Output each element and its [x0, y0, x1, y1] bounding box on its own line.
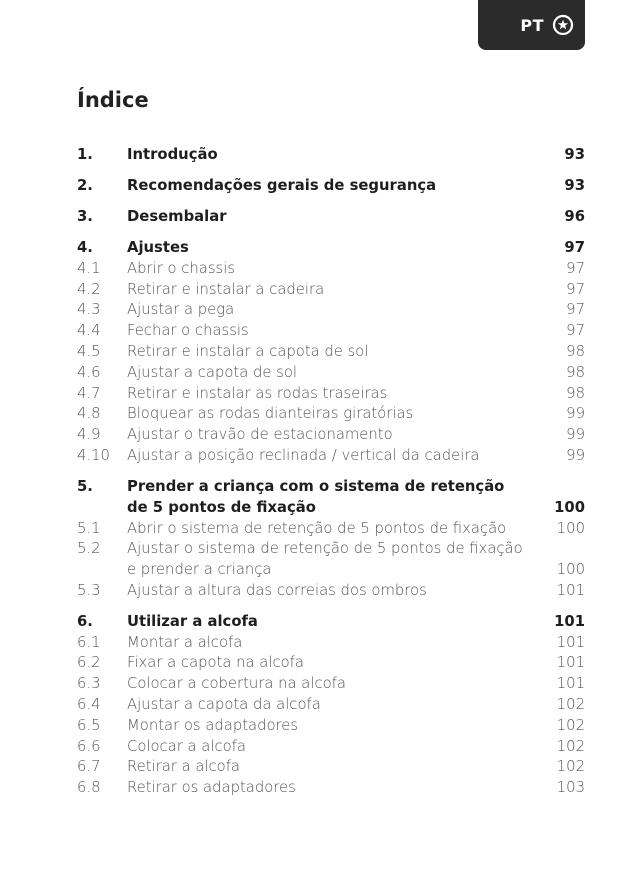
toc-title: Colocar a cobertura na alcofa [127, 675, 346, 693]
toc-item-5-2-continued[interactable] [77, 560, 585, 581]
toc-number: 4. [77, 238, 93, 256]
toc-page: 97 [566, 322, 585, 340]
toc-page: 97 [564, 238, 585, 256]
toc-number: 5.1 [77, 519, 101, 537]
toc-title: Colocar a alcofa [127, 737, 246, 755]
toc-title: Montar a alcofa [127, 633, 243, 651]
star-circle-icon [552, 14, 574, 36]
toc-title: Ajustar a posição reclinada / vertical da cadeira [127, 446, 480, 464]
toc-page: 101 [554, 612, 585, 630]
toc-title: Bloquear as rodas dianteiras giratórias [127, 405, 414, 423]
toc-item-4-3[interactable] [77, 300, 585, 321]
toc-page: 103 [556, 779, 585, 797]
toc-number: 4.6 [77, 363, 101, 381]
toc-page: 99 [566, 446, 585, 464]
toc-number: 6.5 [77, 716, 101, 734]
toc-page: 97 [566, 301, 585, 319]
toc-title: Prender a criança com o sistema de retenção [127, 477, 505, 495]
toc-page: 101 [556, 633, 585, 651]
toc-number: 6.4 [77, 696, 101, 714]
toc-number: 4.3 [77, 301, 101, 319]
toc-item-4-9[interactable] [77, 425, 585, 446]
toc-item-4-10[interactable] [77, 446, 585, 467]
language-code: PT [520, 15, 544, 35]
toc-title: Ajustar a capota da alcofa [127, 696, 321, 714]
toc-title: Introdução [127, 146, 218, 163]
toc-item-6-5[interactable] [77, 716, 585, 737]
toc-page: 93 [564, 176, 585, 194]
toc-number: 3. [77, 207, 93, 225]
toc-title: Ajustar a altura das correias dos ombros [127, 581, 427, 599]
toc-item-6-2[interactable] [77, 653, 585, 674]
toc-number: 4.4 [77, 322, 101, 340]
toc-title: Retirar e instalar as rodas traseiras [127, 384, 388, 402]
toc-title: Retirar e instalar a cadeira [127, 280, 325, 298]
toc-number: 6. [77, 612, 93, 630]
toc-item-4-4[interactable] [77, 321, 585, 342]
table-of-contents [77, 145, 585, 799]
toc-item-4-8[interactable] [77, 404, 585, 425]
toc-title: Ajustar o travão de estacionamento [127, 426, 393, 444]
toc-section-4[interactable] [77, 238, 585, 259]
toc-title: de 5 pontos de fixação [127, 498, 316, 516]
toc-section-1[interactable] [77, 145, 585, 166]
toc-item-6-8[interactable] [77, 778, 585, 799]
toc-page: 100 [556, 561, 585, 579]
toc-page: 97 [566, 259, 585, 277]
toc-page: 101 [556, 581, 585, 599]
toc-number: 6.8 [77, 779, 101, 797]
toc-section-5[interactable] [77, 477, 585, 498]
toc-number: 5. [77, 477, 93, 495]
toc-section-5-continued[interactable] [77, 498, 585, 519]
toc-number: 4.2 [77, 280, 101, 298]
toc-item-5-1[interactable] [77, 519, 585, 540]
toc-title: Fechar o chassis [127, 322, 249, 340]
toc-title: Montar os adaptadores [127, 716, 299, 734]
toc-page: 98 [566, 342, 585, 360]
toc-number: 6.6 [77, 737, 101, 755]
toc-item-5-2[interactable] [77, 539, 585, 560]
toc-item-4-6[interactable] [77, 363, 585, 384]
toc-title: Ajustar a pega [127, 301, 235, 319]
toc-page: 102 [556, 758, 585, 776]
toc-page: 98 [566, 384, 585, 402]
toc-title: Abrir o chassis [127, 259, 236, 277]
toc-page: 93 [564, 146, 585, 163]
toc-page: 101 [556, 654, 585, 672]
toc-item-6-6[interactable] [77, 737, 585, 758]
toc-number: 6.1 [77, 633, 101, 651]
toc-section-6[interactable] [77, 612, 585, 633]
toc-title: Desembalar [127, 207, 227, 225]
toc-number: 6.2 [77, 654, 101, 672]
toc-page: 96 [564, 207, 585, 225]
toc-number: 6.3 [77, 675, 101, 693]
toc-page: 99 [566, 426, 585, 444]
toc-item-4-7[interactable] [77, 384, 585, 405]
toc-title: e prender a criança [127, 561, 272, 579]
page-title: Índice [77, 88, 149, 112]
toc-page: 102 [556, 737, 585, 755]
toc-number: 1. [77, 146, 93, 163]
toc-number: 4.1 [77, 259, 101, 277]
toc-section-2[interactable] [77, 176, 585, 197]
toc-number: 2. [77, 176, 93, 194]
toc-page: 100 [556, 519, 585, 537]
toc-page: 100 [554, 498, 585, 516]
toc-title: Ajustes [127, 238, 189, 256]
toc-title: Ajustar o sistema de retenção de 5 pontos de fixação [127, 540, 523, 558]
toc-number: 5.3 [77, 581, 101, 599]
toc-page: 102 [556, 716, 585, 734]
toc-title: Retirar a alcofa [127, 758, 240, 776]
toc-item-6-3[interactable] [77, 674, 585, 695]
toc-section-3[interactable] [77, 207, 585, 228]
toc-page: 98 [566, 363, 585, 381]
toc-item-6-1[interactable] [77, 633, 585, 654]
toc-title: Utilizar a alcofa [127, 612, 258, 630]
toc-page: 102 [556, 696, 585, 714]
language-tab [478, 0, 585, 50]
toc-title: Retirar e instalar a capota de sol [127, 342, 369, 360]
toc-title: Abrir o sistema de retenção de 5 pontos de fixação [127, 519, 507, 537]
toc-item-6-4[interactable] [77, 695, 585, 716]
toc-number: 4.5 [77, 342, 101, 360]
toc-item-4-2[interactable] [77, 280, 585, 301]
toc-page: 101 [556, 675, 585, 693]
toc-title: Fixar a capota na alcofa [127, 654, 304, 672]
toc-number: 4.9 [77, 426, 101, 444]
toc-item-4-1[interactable] [77, 259, 585, 280]
toc-number: 5.2 [77, 540, 101, 558]
toc-page: 97 [566, 280, 585, 298]
toc-number: 4.8 [77, 405, 101, 423]
toc-title: Recomendações gerais de segurança [127, 176, 437, 194]
toc-title: Ajustar a capota de sol [127, 363, 298, 381]
toc-item-5-3[interactable] [77, 581, 585, 602]
toc-title: Retirar os adaptadores [127, 779, 296, 797]
toc-number: 4.10 [77, 446, 110, 464]
toc-number: 4.7 [77, 384, 101, 402]
toc-item-4-5[interactable] [77, 342, 585, 363]
toc-item-6-7[interactable] [77, 757, 585, 778]
toc-page: 99 [566, 405, 585, 423]
toc-number: 6.7 [77, 758, 101, 776]
